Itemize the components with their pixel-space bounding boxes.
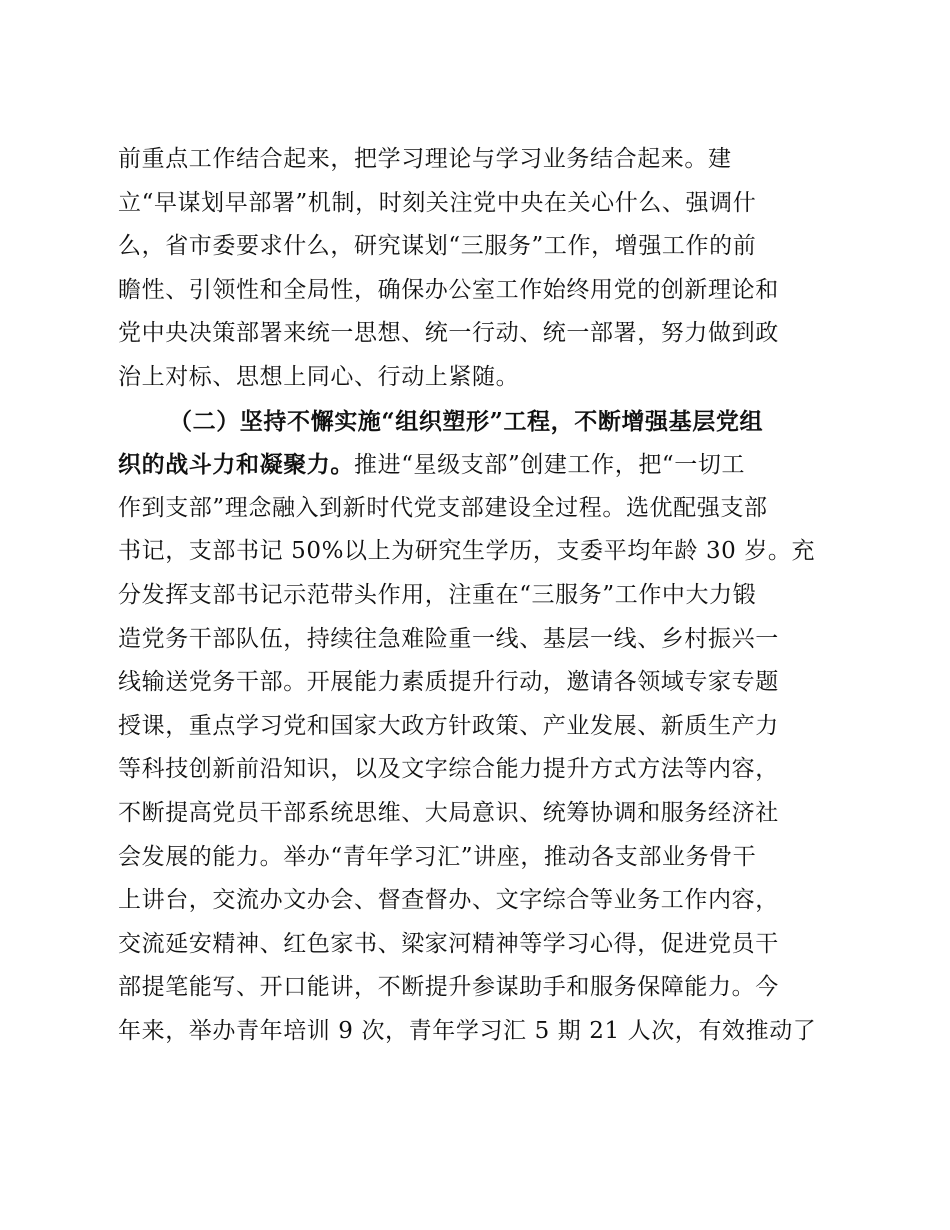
text-line: 交流延安精神、红色家书、梁家河精神等学习心得，促进党员干 bbox=[118, 930, 779, 957]
text-line: 等科技创新前沿知识，以及文字综合能力提升方式方法等内容， bbox=[118, 756, 779, 783]
document-body bbox=[118, 138, 818, 1053]
text-line: 上讲台，交流办文办会、督查督办、文字综合等业务工作内容， bbox=[118, 887, 779, 914]
text-line: 立“早谋划早部署”机制，时刻关注党中央在关心什么、强调什 bbox=[118, 189, 757, 216]
text-line: 党中央决策部署来统一思想、统一行动、统一部署，努力做到政 bbox=[118, 320, 779, 347]
text-line: 前重点工作结合起来，把学习理论与学习业务结合起来。建 bbox=[118, 146, 732, 172]
text-line: 瞻性、引领性和全局性，确保办公室工作始终用党的创新理论和 bbox=[118, 276, 779, 303]
text-line bbox=[118, 443, 818, 487]
text-line-rest: 推进“星级支部”创建工作，把“一切工 bbox=[354, 452, 746, 479]
text-line: 部提笔能写、开口能讲，不断提升参谋助手和服务保障能力。今 bbox=[118, 974, 779, 1001]
text-line: 书记，支部书记 50%以上为研究生学历，支委平均年龄 30 岁。充 bbox=[118, 538, 816, 565]
text-line: 线输送党务干部。开展能力素质提升行动，邀请各领域专家专题 bbox=[118, 669, 779, 696]
text-line: 会发展的能力。举办“青年学习汇”讲座，推动各支部业务骨干 bbox=[118, 843, 757, 870]
text-line: 作到支部”理念融入到新时代党支部建设全过程。选优配强支部 bbox=[118, 494, 768, 521]
text-line: 造党务干部队伍，持续往急难险重一线、基层一线、乡村振兴一 bbox=[118, 625, 779, 652]
text-line: 年来，举办青年培训 9 次，青年学习汇 5 期 21 人次，有效推动了 bbox=[118, 1017, 817, 1044]
section-heading: （二）坚持不懈实施“组织塑形”工程，不断增强基层党组 bbox=[169, 407, 764, 435]
text-line: 授课，重点学习党和国家大政方针政策、产业发展、新质生产力 bbox=[118, 712, 779, 739]
text-line: 分发挥支部书记示范带头作用，注重在“三服务”工作中大力锻 bbox=[118, 581, 757, 608]
text-line: 不断提高党员干部系统思维、大局意识、统筹协调和服务经济社 bbox=[118, 799, 779, 826]
section-heading-end: 织的战斗力和凝聚力。 bbox=[118, 451, 354, 479]
text-line: 么，省市委要求什么，研究谋划“三服务”工作，增强工作的前 bbox=[118, 233, 757, 260]
text-line: 治上对标、思想上同心、行动上紧随。 bbox=[118, 363, 520, 390]
